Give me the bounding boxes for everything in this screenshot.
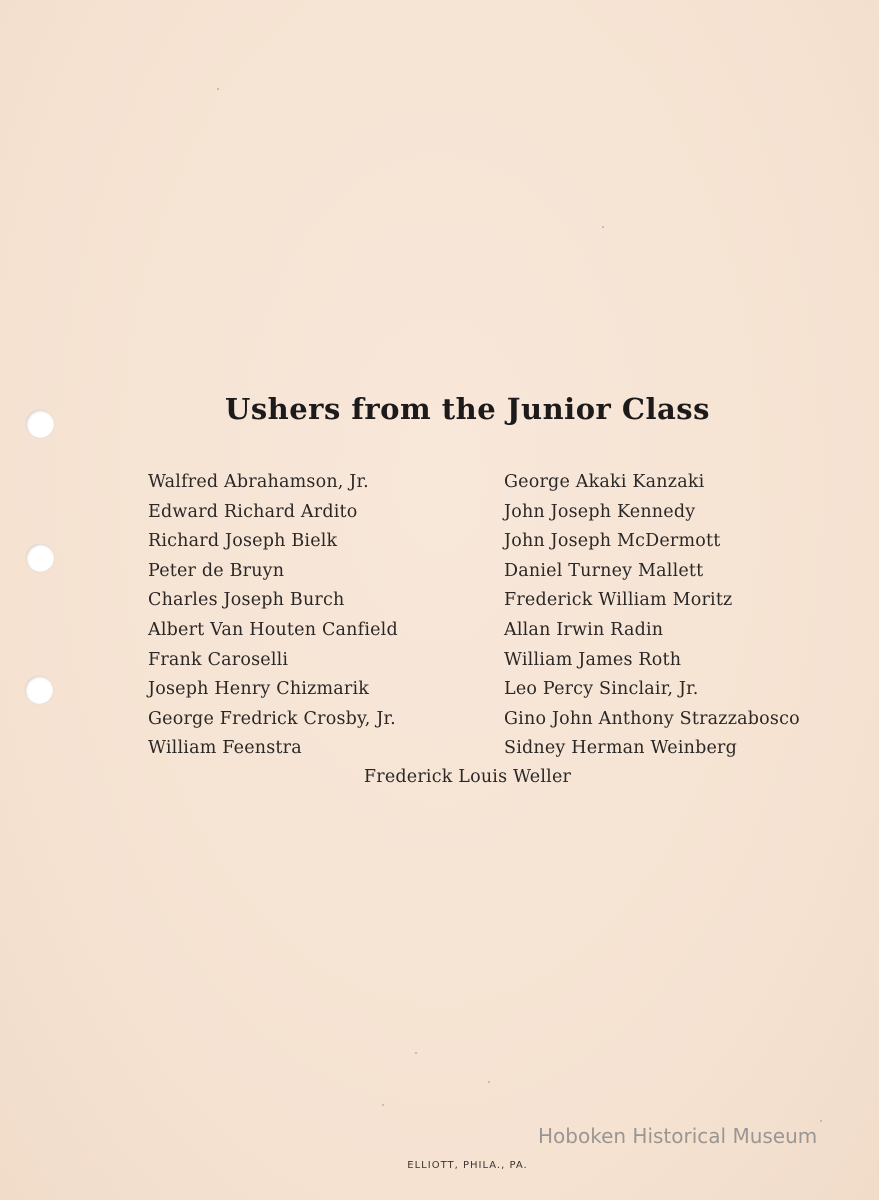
usher-name: Walfred Abrahamson, Jr.: [148, 472, 369, 492]
punch-hole-bottom: [25, 676, 53, 704]
usher-name: Daniel Turney Mallett: [504, 560, 704, 581]
usher-name: Gino John Anthony Strazzabosco: [504, 708, 800, 729]
usher-name: Frank Caroselli: [148, 649, 289, 670]
usher-name: Richard Joseph Bielk: [148, 531, 338, 552]
usher-name: Frederick William Moritz: [504, 590, 733, 611]
ushers-left-column: [148, 468, 398, 764]
paper-speck: [382, 1104, 384, 1106]
usher-name: George Fredrick Crosby, Jr.: [148, 708, 396, 729]
usher-name: Allan Irwin Radin: [504, 619, 664, 640]
paper-speck: [602, 226, 604, 228]
usher-name: William James Roth: [504, 649, 682, 670]
usher-name: George Akaki Kanzaki: [504, 472, 705, 492]
usher-name: Albert Van Houten Canfield: [148, 619, 398, 640]
paper-speck: [488, 1081, 490, 1083]
usher-name: Joseph Henry Chizmarik: [148, 679, 370, 700]
usher-name: Edward Richard Ardito: [148, 501, 358, 522]
usher-name: William Feenstra: [148, 738, 302, 759]
usher-name: John Joseph McDermott: [504, 531, 721, 552]
usher-name: Leo Percy Sinclair, Jr.: [504, 679, 699, 700]
printer-imprint: ELLIOTT, PHILA., PA.: [407, 1160, 528, 1171]
ushers-right-column: [504, 468, 800, 764]
usher-name: Charles Joseph Burch: [148, 590, 345, 611]
usher-name: John Joseph Kennedy: [504, 501, 696, 522]
usher-name: Peter de Bruyn: [148, 560, 285, 581]
punch-hole-middle: [26, 544, 54, 572]
museum-watermark: Hoboken Historical Museum: [538, 1124, 818, 1148]
paper-speck: [415, 1052, 417, 1054]
usher-name: Sidney Herman Weinberg: [504, 738, 738, 759]
usher-name-centered: Frederick Louis Weller: [363, 767, 572, 787]
section-heading: Ushers from the Junior Class: [225, 392, 710, 426]
paper-speck: [820, 1120, 822, 1122]
paper-speck: [217, 88, 219, 90]
